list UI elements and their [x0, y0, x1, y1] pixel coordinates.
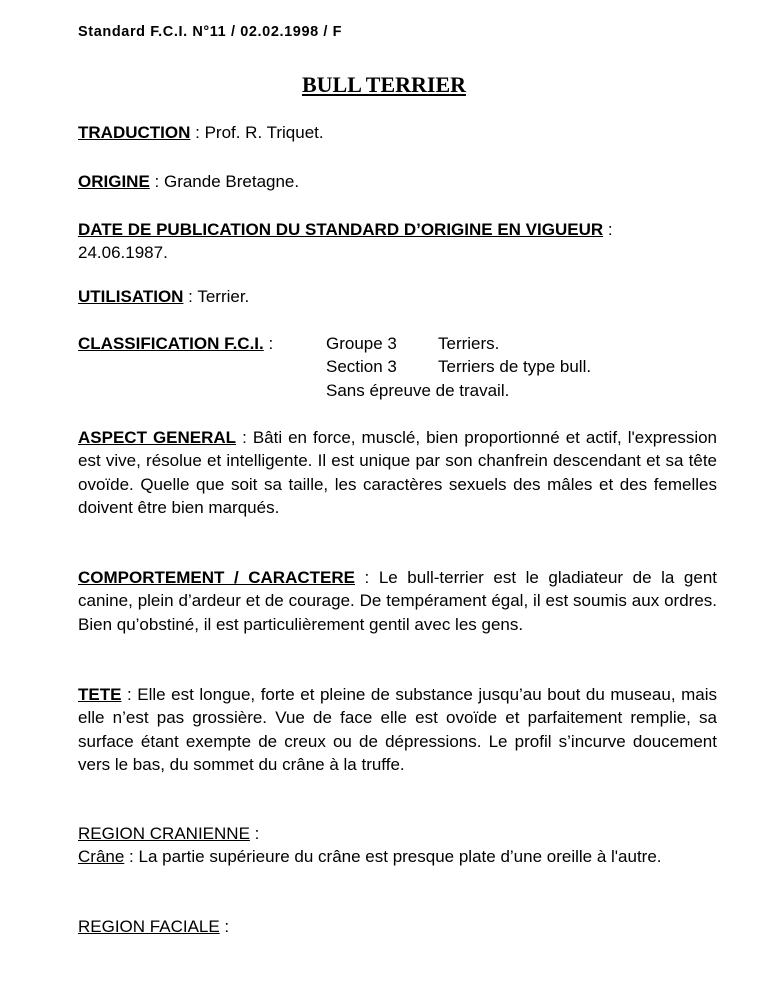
classification-row	[326, 379, 591, 402]
section-date-publication	[78, 218, 717, 265]
classification-row	[326, 332, 591, 355]
origine-value: Grande Bretagne.	[163, 172, 300, 191]
classification-rows	[326, 332, 591, 402]
crane-label: Crâne	[78, 847, 125, 867]
origine-separator: :	[149, 172, 164, 191]
traduction-value: Prof. R. Triquet.	[204, 123, 324, 142]
crane-line	[78, 845, 717, 868]
classification-label: CLASSIFICATION F.C.I.	[78, 334, 264, 353]
utilisation-label: UTILISATION	[78, 287, 184, 306]
section-traduction	[78, 121, 717, 144]
classification-separator: :	[263, 334, 274, 353]
aspect-general-label: ASPECT GENERAL	[78, 428, 237, 447]
region-cranienne-label: REGION CRANIENNE	[78, 824, 250, 843]
origine-label: ORIGINE	[78, 172, 150, 191]
section-aspect-general	[78, 426, 717, 519]
section-region-cranienne	[78, 822, 717, 869]
classification-work-trial: Sans épreuve de travail.	[326, 380, 510, 400]
comportement-label: COMPORTEMENT / CARACTERE	[78, 568, 355, 587]
tete-separator: :	[121, 685, 138, 704]
comportement-separator: :	[354, 568, 379, 587]
classification-section-desc: Terriers de type bull.	[438, 357, 592, 377]
document-title: BULL TERRIER	[301, 72, 467, 97]
classification-heading	[78, 332, 273, 355]
date-publication-separator: :	[603, 220, 613, 239]
utilisation-separator: :	[183, 287, 198, 306]
traduction-label: TRADUCTION	[78, 123, 191, 142]
tete-label: TETE	[78, 685, 122, 704]
document-header: Standard F.C.I. N°11 / 02.02.1998 / F	[78, 24, 343, 40]
traduction-separator: :	[190, 123, 205, 142]
tete-text: Elle est longue, forte et pleine de substance jusqu’au bout du museau, mais elle n’est pas grossière. Vue de face elle est ovoïde et parfaitement remplie, sa surface étant exempte de creux ou de dépressions. Le profil s’incurve doucement vers le bas, du sommet du crâne à la truffe.	[78, 685, 717, 774]
region-faciale-separator: :	[219, 917, 230, 936]
crane-text: La partie supérieure du crâne est presque plate d’une oreille à l'autre.	[138, 847, 662, 867]
classification-group-code: Groupe 3	[326, 334, 397, 353]
date-publication-label: DATE DE PUBLICATION DU STANDARD D’ORIGINE EN VIGUEUR	[78, 220, 604, 239]
section-tete	[78, 683, 717, 776]
aspect-general-text: Bâti en force, musclé, bien proportionné et actif, l'expression est vive, résolue et intelligente. Il est unique par son chanfrein descendant et sa tête ovoïde. Quelle que soit sa taille, les caractères sexuels des mâles et des femelles doivent être bien marqués.	[78, 428, 718, 517]
utilisation-value: Terrier.	[197, 287, 250, 306]
section-comportement	[78, 566, 717, 636]
region-faciale-label: REGION FACIALE	[78, 917, 220, 936]
classification-section-code: Section 3	[326, 357, 397, 377]
section-utilisation	[78, 285, 717, 308]
aspect-general-separator: :	[236, 428, 253, 447]
section-region-faciale	[78, 915, 717, 938]
date-publication-value: 24.06.1987.	[78, 243, 168, 263]
comportement-text: Le bull-terrier est le gladiateur de la gent canine, plein d’ardeur et de courage. De tempérament égal, il est soumis aux ordres. Bien qu’obstiné, il est particulièrement gentil avec les gens.	[78, 568, 718, 634]
crane-separator: :	[124, 847, 139, 867]
classification-row	[326, 355, 591, 378]
region-cranienne-separator: :	[249, 824, 260, 843]
classification-group-desc: Terriers.	[438, 334, 500, 353]
section-origine	[78, 170, 717, 193]
